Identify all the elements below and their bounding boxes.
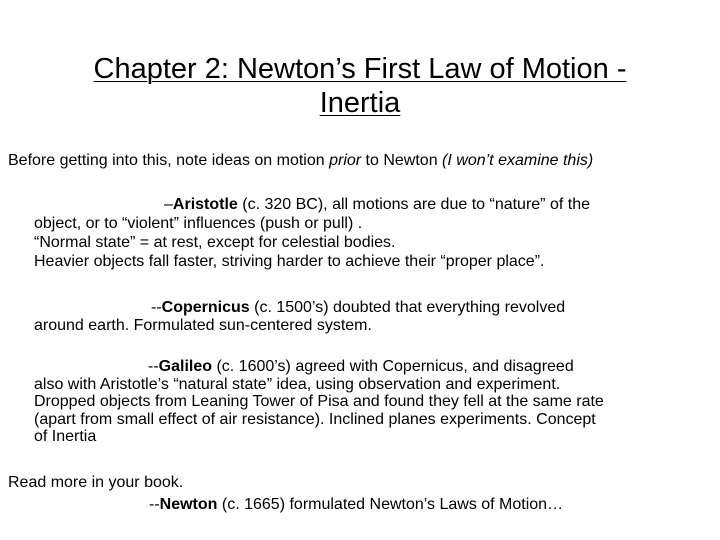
aristotle-line-2: object, or to “violent” influences (push or pull) . <box>34 215 363 232</box>
read-more-line: Read more in your book. <box>8 474 184 491</box>
aristotle-line-3: “Normal state” = at rest, except for celestial bodies. <box>34 234 396 251</box>
galileo-dash: -- <box>148 358 159 375</box>
copernicus-name: Copernicus <box>161 299 250 316</box>
aristotle-paragraph <box>34 195 590 271</box>
newton-line-text: (c. 1665) formulated Newton’s Laws of Motion… <box>217 496 564 513</box>
galileo-paragraph <box>34 358 604 446</box>
intro-text-mid: to Newton <box>361 152 443 169</box>
copernicus-paragraph <box>34 299 565 335</box>
aristotle-line-1 <box>34 195 590 214</box>
newton-dash: -- <box>149 496 160 513</box>
copernicus-line-2: around earth. Formulated sun-centered system. <box>34 317 372 334</box>
outro-paragraph <box>8 472 563 516</box>
newton-line <box>8 494 563 516</box>
aristotle-name: Aristotle <box>172 196 238 213</box>
galileo-line-2: also with Aristotle’s “natural state” idea, using observation and experiment. <box>34 375 561 393</box>
intro-text: Before getting into this, note ideas on motion <box>8 152 330 169</box>
galileo-name: Galileo <box>158 358 213 375</box>
aristotle-line-1-text: (c. 320 BC), all motions are due to “nature” of the <box>237 196 590 213</box>
newton-name: Newton <box>159 496 218 513</box>
aristotle-dash: – <box>164 196 173 213</box>
galileo-line-3: Dropped objects from Leaning Tower of Pisa and found they fell at the same rate <box>34 393 604 410</box>
galileo-line-1 <box>34 358 604 376</box>
intro-italic-prior: prior <box>329 152 362 169</box>
title-line-2: Inertia <box>319 87 401 119</box>
galileo-line-5: of Inertia <box>34 428 97 445</box>
intro-parenthetical: (I won’t examine this) <box>442 152 594 169</box>
copernicus-line-1-text: (c. 1500’s) doubted that everything revolved <box>249 299 566 316</box>
copernicus-dash: -- <box>151 299 162 316</box>
intro-paragraph <box>8 152 593 170</box>
title-line-1: Chapter 2: Newton’s First Law of Motion - <box>93 53 627 85</box>
copernicus-line-1 <box>34 299 565 317</box>
galileo-line-4: (apart from small effect of air resistance). Inclined planes experiments. Concept <box>34 410 596 428</box>
aristotle-line-4: Heavier objects fall faster, striving harder to achieve their “proper place”. <box>34 253 545 270</box>
slide-title <box>40 52 680 120</box>
galileo-line-1-text: (c. 1600’s) agreed with Copernicus, and disagreed <box>212 358 574 375</box>
